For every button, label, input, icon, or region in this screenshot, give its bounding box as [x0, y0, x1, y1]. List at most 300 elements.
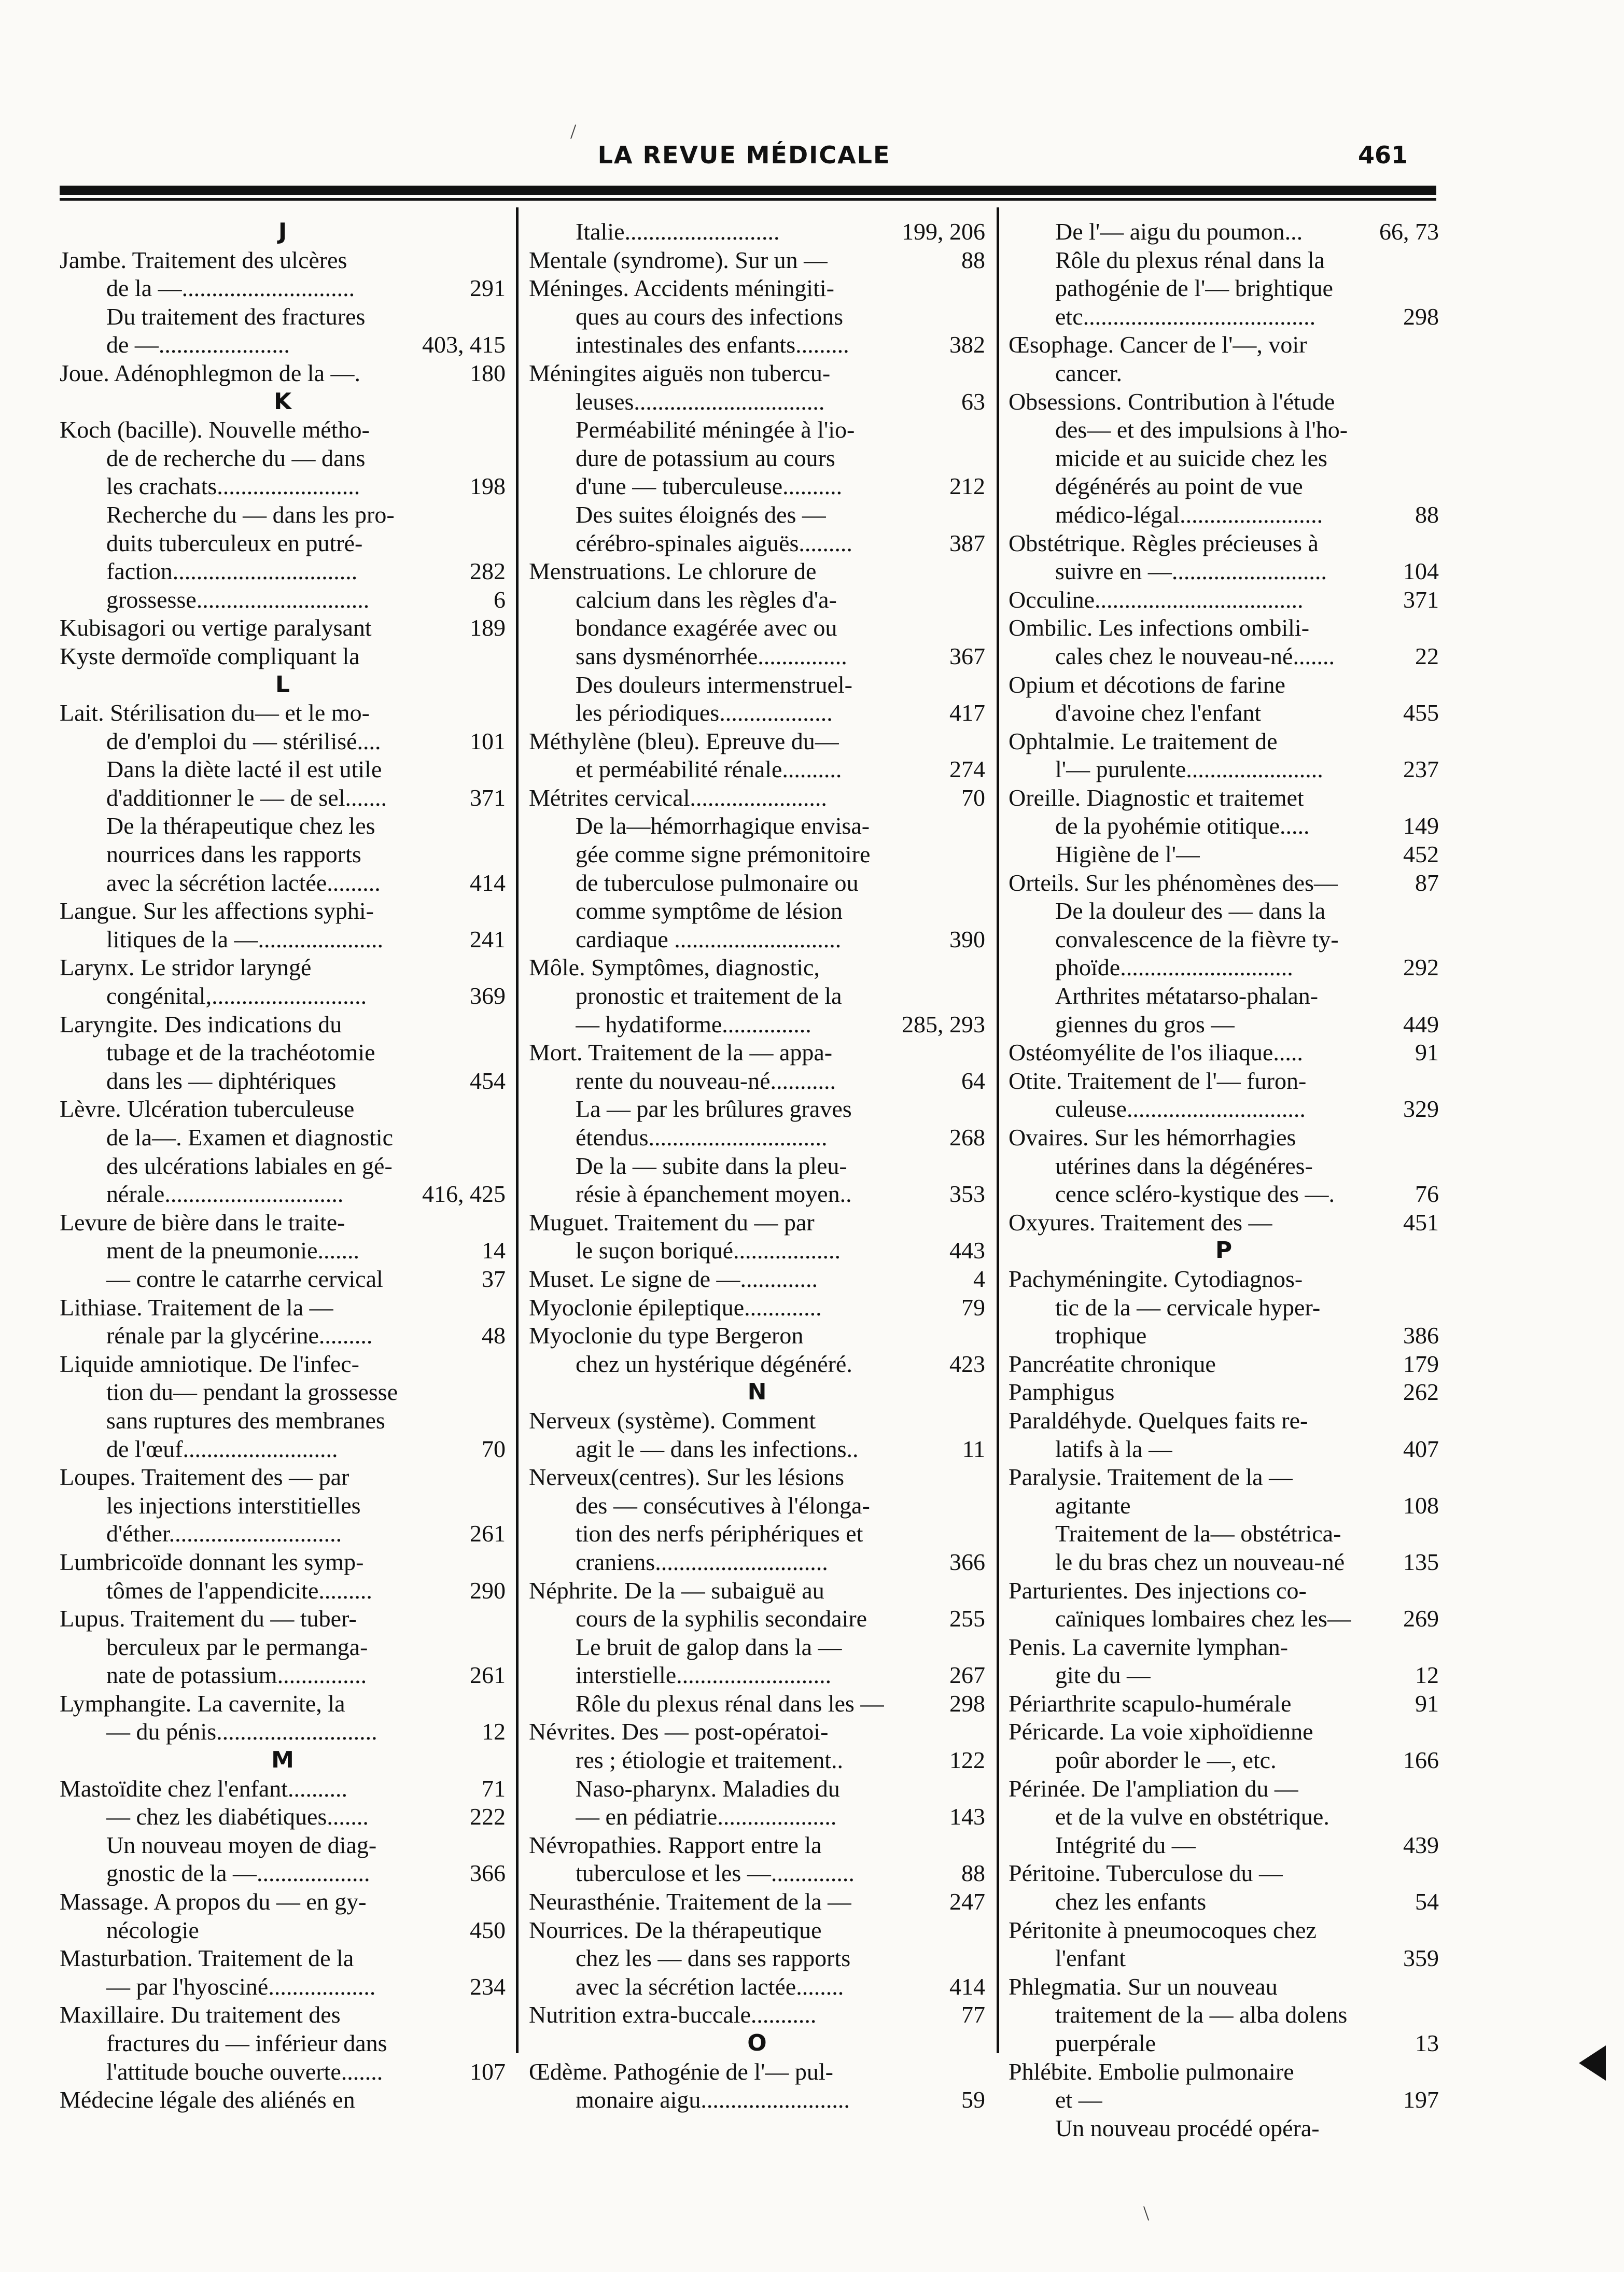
entry-page-ref [1432, 274, 1439, 303]
index-entry-line [60, 1095, 506, 1124]
entry-page-ref [498, 1095, 506, 1124]
index-entry-line [1009, 812, 1439, 840]
index-entry-line [529, 1548, 985, 1577]
index-entry-line [1009, 2001, 1439, 2029]
entry-page-ref [978, 1492, 985, 1520]
entry-page-ref [978, 1916, 985, 1945]
index-entry-line [60, 1916, 506, 1945]
index-entry-line [60, 529, 506, 558]
index-entry-line [1009, 1888, 1439, 1916]
entry-page-ref: 37 [482, 1265, 506, 1292]
index-entry-line [529, 1577, 985, 1605]
entry-page-ref: 101 [470, 727, 506, 754]
index-entry-line [1009, 1463, 1439, 1492]
index-entry-line [60, 1633, 506, 1662]
index-entry-line [529, 1973, 985, 2001]
entry-text: Orteils. Sur les phénomènes des— [1009, 869, 1338, 896]
entry-text: Kubisagori ou vertige paralysant [60, 614, 372, 641]
entry-text: tômes de l'appendicite......... [106, 1577, 372, 1604]
entry-page-ref: 298 [949, 1690, 985, 1717]
entry-text: Liquide amniotique. De l'infec- [60, 1350, 359, 1377]
entry-page-ref: 353 [949, 1181, 985, 1208]
index-entry-line [529, 1661, 985, 1690]
entry-text: De l'— aigu du poumon... [1055, 218, 1303, 245]
entry-text: — en pédiatrie.................... [576, 1803, 837, 1830]
index-entry-line [1009, 1180, 1439, 1209]
entry-page-ref: 70 [961, 784, 985, 811]
entry-text: Arthrites métatarso-phalan- [1055, 983, 1319, 1009]
entry-text: Jambe. Traitement des ulcères [60, 246, 347, 273]
index-entry-line [1009, 1605, 1439, 1633]
entry-page-ref [978, 812, 985, 840]
entry-page-ref [498, 501, 506, 529]
entry-page-ref: 390 [949, 925, 985, 952]
entry-text: dure de potassium au cours [576, 444, 835, 471]
entry-page-ref [978, 557, 985, 586]
index-entry-line [529, 671, 985, 699]
entry-text: Obstétrique. Règles précieuses à [1009, 529, 1319, 556]
section-letter: L [275, 671, 290, 698]
index-entry-line [60, 1944, 506, 1973]
entry-text: chez les — dans ses rapports [576, 1945, 851, 1972]
index-entry-line [1009, 1577, 1439, 1605]
entry-text: Périnée. De l'ampliation du — [1009, 1775, 1298, 1802]
index-entry-line [529, 246, 985, 275]
entry-text: Névrites. Des — post-opératoi- [529, 1718, 829, 1745]
entry-page-ref: 107 [470, 2058, 506, 2085]
index-entry-line [1009, 614, 1439, 642]
index-entry-line [60, 331, 506, 359]
entry-text: giennes du gros — [1055, 1011, 1235, 1037]
index-entry-line [529, 1124, 985, 1152]
entry-text: Ophtalmie. Le traitement de [1009, 727, 1278, 754]
index-entry-line [60, 1435, 506, 1464]
entry-page-ref: 449 [1403, 1011, 1439, 1037]
entry-page-ref [498, 1690, 506, 1718]
entry-text: Lait. Stérilisation du— et le mo- [60, 699, 370, 726]
index-entry-line [529, 982, 985, 1011]
entry-text: — contre le catarrhe cervical [106, 1265, 383, 1292]
index-entry-line [1009, 1661, 1439, 1690]
entry-text: de l'œuf.......................... [106, 1435, 338, 1462]
entry-page-ref [978, 1407, 985, 1435]
entry-text: Œsophage. Cancer de l'—, voir [1009, 331, 1307, 358]
index-entry-line [60, 1492, 506, 1520]
entry-page-ref: 298 [1403, 303, 1439, 330]
index-entry-line [529, 1011, 985, 1039]
index-entry-line [60, 1237, 506, 1265]
entry-text: latifs à la — [1055, 1435, 1173, 1462]
entry-page-ref: 122 [949, 1747, 985, 1774]
index-entry-line [1009, 1011, 1439, 1039]
entry-page-ref [978, 671, 985, 699]
index-entry-line [529, 1237, 985, 1265]
index-entry-line [1009, 642, 1439, 671]
entry-page-ref: 91 [1415, 1690, 1439, 1717]
entry-text: Nutrition extra-buccale........... [529, 2001, 817, 2028]
entry-page-ref [978, 1039, 985, 1067]
entry-page-ref: 54 [1415, 1888, 1439, 1915]
entry-text: pronostic et traitement de la [576, 983, 842, 1009]
index-entry-line [1009, 1435, 1439, 1464]
index-entry-line [60, 303, 506, 331]
entry-text: gée comme signe prémonitoire [576, 841, 871, 868]
entry-text: Péritoine. Tuberculose du — [1009, 1860, 1283, 1887]
entry-page-ref: 11 [962, 1435, 985, 1462]
entry-text: Des douleurs intermenstruel- [576, 671, 852, 698]
index-entry-line [529, 642, 985, 671]
index-entry-line [529, 529, 985, 558]
index-entry-line [529, 274, 985, 303]
index-entry-line [60, 1690, 506, 1718]
entry-text: Naso-pharynx. Maladies du [576, 1775, 840, 1802]
entry-text: et perméabilité rénale.......... [576, 756, 842, 783]
entry-page-ref [498, 1605, 506, 1633]
entry-text: Névropathies. Rapport entre la [529, 1831, 822, 1858]
entry-text: leuses................................ [576, 388, 825, 415]
entry-page-ref: 267 [949, 1662, 985, 1689]
index-entry-line [1009, 1548, 1439, 1577]
entry-page-ref: 371 [470, 784, 506, 811]
entry-text: trophique [1055, 1322, 1147, 1349]
index-entry-line [60, 586, 506, 614]
index-entry-line [60, 1859, 506, 1888]
entry-text: le du bras chez un nouveau-né [1055, 1548, 1345, 1575]
entry-page-ref [1432, 246, 1439, 275]
entry-text: Un nouveau procédé opéra- [1055, 2114, 1320, 2141]
index-entry-line [1009, 586, 1439, 614]
entry-page-ref [498, 2086, 506, 2114]
entry-text: Paraldéhyde. Quelques faits re- [1009, 1407, 1308, 1434]
entry-page-ref [978, 1520, 985, 1548]
index-entry-line [1009, 1690, 1439, 1718]
index-entry-line [1009, 897, 1439, 925]
entry-text: des ulcérations labiales en gé- [106, 1152, 393, 1179]
entry-text: Nourrices. De la thérapeutique [529, 1916, 822, 1943]
index-entry-line [1009, 1095, 1439, 1124]
entry-text: Pancréatite chronique [1009, 1350, 1216, 1377]
entry-page-ref: 108 [1403, 1492, 1439, 1519]
index-entry-line [60, 1152, 506, 1181]
entry-page-ref [1432, 1803, 1439, 1831]
index-entry-line [1009, 869, 1439, 897]
entry-text: Laryngite. Des indications du [60, 1011, 342, 1037]
entry-page-ref: 241 [470, 925, 506, 952]
entry-page-ref [1432, 784, 1439, 812]
entry-page-ref [498, 1124, 506, 1152]
section-letter: J [278, 218, 287, 245]
entry-text: les crachats........................ [106, 473, 360, 500]
index-entry-line [1009, 982, 1439, 1011]
index-entry-line [60, 1180, 506, 1209]
entry-page-ref: 387 [949, 529, 985, 556]
entry-page-ref [978, 586, 985, 614]
entry-text: nourrices dans les rapports [106, 841, 361, 868]
index-entry-line [60, 416, 506, 444]
index-entry-line [1009, 784, 1439, 812]
entry-text: duits tuberculeux en putré- [106, 529, 363, 556]
entry-page-ref: 268 [949, 1124, 985, 1151]
entry-text: Larynx. Le stridor laryngé [60, 954, 312, 981]
index-entry-line [60, 1378, 506, 1407]
index-entry-line [1009, 1124, 1439, 1152]
entry-text: utérines dans la dégénéres- [1055, 1152, 1313, 1179]
entry-text: l'enfant [1055, 1945, 1126, 1972]
index-entry-line [60, 1661, 506, 1690]
index-entry-line [60, 1265, 506, 1294]
index-entry-line [529, 2058, 985, 2086]
entry-page-ref: 329 [1403, 1096, 1439, 1123]
entry-text: de d'emploi du — stérilisé.... [106, 727, 381, 754]
entry-text: fractures du — inférieur dans [106, 2030, 387, 2056]
entry-page-ref: 77 [961, 2001, 985, 2028]
entry-text: Du traitement des fractures [106, 303, 366, 330]
entry-page-ref: 13 [1415, 2030, 1439, 2056]
index-entry-line [1009, 953, 1439, 982]
entry-page-ref [978, 840, 985, 869]
index-entry-line [529, 840, 985, 869]
entry-page-ref: 76 [1415, 1181, 1439, 1208]
entry-page-ref [498, 1209, 506, 1237]
entry-page-ref [978, 1718, 985, 1746]
index-entry-line [529, 1039, 985, 1067]
entry-text: résie à épanchement moyen.. [576, 1181, 852, 1208]
index-column-2 [529, 218, 985, 2114]
entry-text: La — par les brûlures graves [576, 1096, 852, 1123]
entry-page-ref [498, 1633, 506, 1662]
entry-page-ref [1432, 897, 1439, 925]
index-entry-line [60, 1322, 506, 1350]
entry-text: De la thérapeutique chez les [106, 812, 375, 839]
section-letter: O [747, 2030, 767, 2056]
index-entry-line [1009, 359, 1439, 388]
index-entry-line [60, 2086, 506, 2114]
index-entry-line [529, 897, 985, 925]
entry-page-ref [498, 812, 506, 840]
entry-text: De la douleur des — dans la [1055, 897, 1326, 924]
index-entry-line [529, 2001, 985, 2029]
entry-page-ref [978, 869, 985, 897]
entry-page-ref: 382 [949, 331, 985, 358]
entry-page-ref: 88 [961, 1860, 985, 1887]
entry-text: gite du — [1055, 1662, 1151, 1689]
entry-text: chez un hystérique dégénéré. [576, 1350, 852, 1377]
entry-text: Péritonite à pneumocoques chez [1009, 1916, 1317, 1943]
index-entry-line [60, 1605, 506, 1633]
stray-mark: \ [1143, 2201, 1150, 2225]
entry-text: Périarthrite scapulo-humérale [1009, 1690, 1292, 1717]
entry-text: les périodiques................... [576, 699, 833, 726]
index-entry-line [60, 1718, 506, 1746]
entry-text: comme symptôme de lésion [576, 897, 843, 924]
index-entry-line [1009, 274, 1439, 303]
entry-text: Higiène de l'— [1055, 841, 1200, 868]
entry-text: Otite. Traitement de l'— furon- [1009, 1067, 1307, 1094]
entry-page-ref: 369 [470, 983, 506, 1009]
entry-page-ref: 452 [1403, 841, 1439, 868]
entry-page-ref [498, 2029, 506, 2058]
index-entry-line [1009, 218, 1439, 246]
entry-page-ref [978, 416, 985, 444]
entry-text: le suçon boriqué.................. [576, 1237, 841, 1264]
entry-page-ref [498, 1463, 506, 1492]
index-entry-line [1009, 529, 1439, 558]
entry-text: d'additionner le — de sel....... [106, 784, 387, 811]
entry-page-ref [978, 359, 985, 388]
index-entry-line [60, 359, 506, 388]
entry-page-ref: 79 [961, 1294, 985, 1321]
entry-page-ref [1432, 1265, 1439, 1294]
entry-text: Myoclonie épileptique............. [529, 1294, 822, 1321]
entry-text: Œdème. Pathogénie de l'— pul- [529, 2058, 833, 2085]
index-entry-line [60, 897, 506, 925]
entry-page-ref: 454 [470, 1067, 506, 1094]
index-entry-line [1009, 1916, 1439, 1945]
entry-text: De la—hémorrhagique envisa- [576, 812, 870, 839]
entry-page-ref: 371 [1403, 586, 1439, 613]
entry-page-ref: 199, 206 [902, 218, 985, 245]
running-title: LA REVUE MÉDICALE [597, 141, 891, 169]
entry-text: Mort. Traitement de la — appa- [529, 1039, 833, 1066]
index-entry-line [529, 1350, 985, 1379]
entry-page-ref: 423 [949, 1350, 985, 1377]
index-entry-line [529, 1718, 985, 1746]
index-entry-line [529, 1407, 985, 1435]
entry-text: caïniques lombaires chez les— [1055, 1605, 1351, 1632]
index-entry-line [529, 1520, 985, 1548]
entry-page-ref [978, 501, 985, 529]
entry-text: traitement de la — alba dolens [1055, 2001, 1348, 2028]
index-entry-line [1009, 1944, 1439, 1973]
entry-text: Langue. Sur les affections syphi- [60, 897, 374, 924]
entry-text: monaire aigu......................... [576, 2086, 850, 2113]
column-divider [997, 207, 999, 2053]
section-letter: K [273, 388, 292, 415]
entry-page-ref: 71 [482, 1775, 506, 1802]
index-entry-line [1009, 1492, 1439, 1520]
entry-text: sans dysménorrhée............... [576, 642, 847, 669]
entry-text: ques au cours des infections [576, 303, 844, 330]
index-entry-line [60, 755, 506, 784]
index-entry-line [529, 1803, 985, 1831]
section-letter: M [271, 1747, 294, 1774]
index-entry-line [60, 1067, 506, 1096]
index-entry-line [1009, 1039, 1439, 1067]
entry-page-ref: 12 [1415, 1662, 1439, 1689]
index-entry-line [529, 812, 985, 840]
entry-page-ref [1432, 388, 1439, 416]
entry-text: Dans la diète lacté il est utile [106, 756, 382, 783]
entry-text: poûr aborder le —, etc. [1055, 1747, 1277, 1774]
entry-page-ref: 450 [470, 1916, 506, 1943]
entry-page-ref: 443 [949, 1237, 985, 1264]
entry-page-ref [1432, 1124, 1439, 1152]
entry-page-ref: 262 [1403, 1379, 1439, 1406]
index-entry-line [60, 1011, 506, 1039]
entry-page-ref [978, 614, 985, 642]
index-entry-line [529, 331, 985, 359]
entry-text: Phlébite. Embolie pulmonaire [1009, 2058, 1294, 2085]
entry-text: cérébro-spinales aiguës......... [576, 529, 852, 556]
entry-page-ref: 91 [1415, 1039, 1439, 1066]
index-entry-line [1009, 1775, 1439, 1803]
index-entry-line [1009, 388, 1439, 416]
entry-page-ref: 403, 415 [422, 331, 506, 358]
entry-page-ref [1432, 2001, 1439, 2029]
entry-text: Méninges. Accidents méningiti- [529, 275, 834, 302]
entry-text: Italie.......................... [576, 218, 780, 245]
entry-page-ref: 234 [470, 1973, 506, 2000]
index-column-3 [1009, 218, 1439, 2142]
index-entry-line [60, 869, 506, 897]
index-entry-line [529, 1944, 985, 1973]
section-letter: P [1215, 1237, 1233, 1264]
entry-page-ref: 222 [470, 1803, 506, 1830]
entry-text: Neurasthénie. Traitement de la — [529, 1888, 852, 1915]
column-divider [516, 207, 519, 2053]
entry-page-ref [978, 1322, 985, 1350]
entry-page-ref [498, 755, 506, 784]
entry-page-ref [498, 303, 506, 331]
index-entry-line [529, 699, 985, 727]
entry-text: Mastoïdite chez l'enfant.......... [60, 1775, 348, 1802]
entry-text: culeuse.............................. [1055, 1096, 1306, 1123]
index-entry-line [60, 812, 506, 840]
entry-text: craniens............................. [576, 1548, 828, 1575]
entry-text: Ovaires. Sur les hémorrhagies [1009, 1124, 1296, 1151]
entry-page-ref: 291 [470, 275, 506, 302]
entry-page-ref [1432, 614, 1439, 642]
index-entry-line [529, 1775, 985, 1803]
entry-page-ref: 22 [1415, 642, 1439, 669]
entry-text: Penis. La cavernite lymphan- [1009, 1633, 1289, 1660]
index-entry-line [529, 1294, 985, 1322]
index-entry-line [1009, 1831, 1439, 1860]
index-entry-line [60, 557, 506, 586]
index-entry-line [529, 359, 985, 388]
entry-page-ref [1432, 1463, 1439, 1492]
index-column-1 [60, 218, 506, 2114]
index-entry-line [1009, 1322, 1439, 1350]
entry-page-ref: 197 [1403, 2086, 1439, 2113]
index-entry-line [1009, 1407, 1439, 1435]
index-entry-line [529, 1180, 985, 1209]
entry-page-ref: 143 [949, 1803, 985, 1830]
entry-text: Levure de bière dans le traite- [60, 1209, 345, 1236]
entry-text: Muset. Le signe de —............. [529, 1265, 818, 1292]
entry-page-ref [498, 642, 506, 671]
entry-text: faction............................... [106, 558, 358, 585]
entry-page-ref: 237 [1403, 756, 1439, 783]
entry-page-ref: 407 [1403, 1435, 1439, 1462]
entry-text: dégénérés au point de vue [1055, 473, 1303, 500]
entry-page-ref [498, 1548, 506, 1577]
entry-text: Lymphangite. La cavernite, la [60, 1690, 345, 1717]
entry-text: Koch (bacille). Nouvelle métho- [60, 416, 370, 443]
entry-page-ref [498, 1011, 506, 1039]
entry-text: sans ruptures des membranes [106, 1407, 385, 1434]
index-entry-line [60, 953, 506, 982]
index-entry-line [529, 1435, 985, 1464]
entry-text: de la—. Examen et diagnostic [106, 1124, 394, 1151]
entry-page-ref [1432, 359, 1439, 388]
entry-page-ref: 4 [973, 1265, 985, 1292]
entry-text: — hydatiforme............... [576, 1011, 811, 1037]
entry-text: Rôle du plexus rénal dans les — [576, 1690, 885, 1717]
entry-page-ref [978, 274, 985, 303]
index-entry-line [60, 784, 506, 812]
index-entry-line [1009, 755, 1439, 784]
